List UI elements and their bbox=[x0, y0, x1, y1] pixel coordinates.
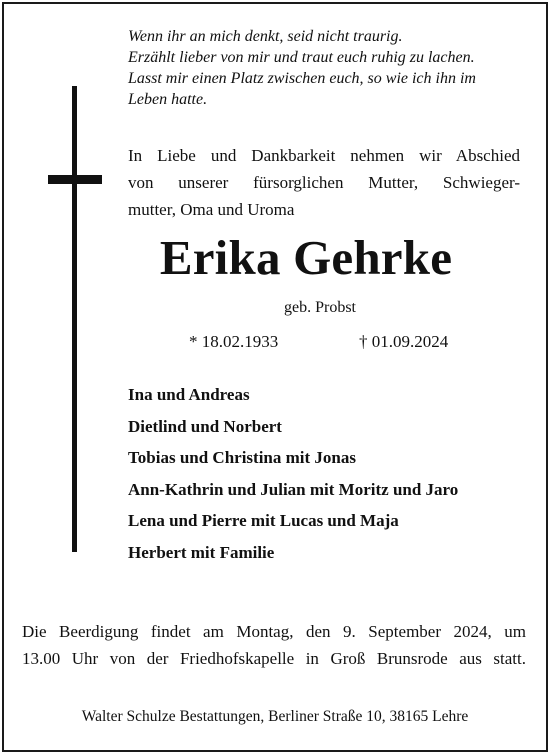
funeral-line: Die Beerdigung findet am Montag, den 9. September 2024, um bbox=[22, 622, 526, 641]
undertaker-info: Walter Schulze Bestattungen, Berliner Straße 10, 38165 Lehre bbox=[81, 708, 469, 725]
mourner-entry: Lena und Pierre mit Lucas und Maja bbox=[128, 511, 399, 530]
intro-line: von unserer fürsorglichen Mutter, Schwieger- bbox=[128, 173, 520, 192]
maiden-name: geb. Probst bbox=[284, 299, 356, 316]
mourner-entry: Herbert mit Familie bbox=[128, 542, 275, 562]
poem-line: Erzählt lieber von mir und traut euch ruhig zu lachen. bbox=[128, 49, 475, 66]
poem-line: Lasst mir einen Platz zwischen euch, so wie ich ihn im bbox=[128, 70, 476, 87]
funeral-details bbox=[22, 618, 526, 672]
farewell-intro bbox=[128, 142, 520, 223]
mourners-list bbox=[128, 379, 458, 568]
memorial-poem bbox=[128, 26, 532, 110]
mourner-entry: Dietlind und Norbert bbox=[128, 416, 282, 436]
death-date: † 01.09.2024 bbox=[359, 332, 449, 351]
intro-line: In Liebe und Dankbarkeit nehmen wir Abschied bbox=[128, 146, 520, 165]
mourner-entry: Ann-Kathrin und Julian mit Moritz und Jaro bbox=[128, 479, 459, 499]
intro-line: mutter, Oma und Uroma bbox=[128, 200, 295, 219]
deceased-name: Erika Gehrke bbox=[159, 230, 453, 285]
funeral-line: 13.00 Uhr von der Friedhofskapelle in Groß Brunsrode aus statt. bbox=[22, 649, 526, 668]
mourner-entry: Tobias und Christina mit Jonas bbox=[128, 448, 357, 467]
poem-line: Wenn ihr an mich denkt, seid nicht traurig. bbox=[128, 28, 403, 45]
poem-line: Leben hatte. bbox=[128, 91, 208, 108]
cross-horizontal-bar bbox=[48, 175, 102, 184]
cross-vertical-bar bbox=[72, 86, 77, 552]
birth-date: * 18.02.1933 bbox=[189, 332, 279, 351]
mourner-entry: Ina und Andreas bbox=[128, 385, 250, 404]
